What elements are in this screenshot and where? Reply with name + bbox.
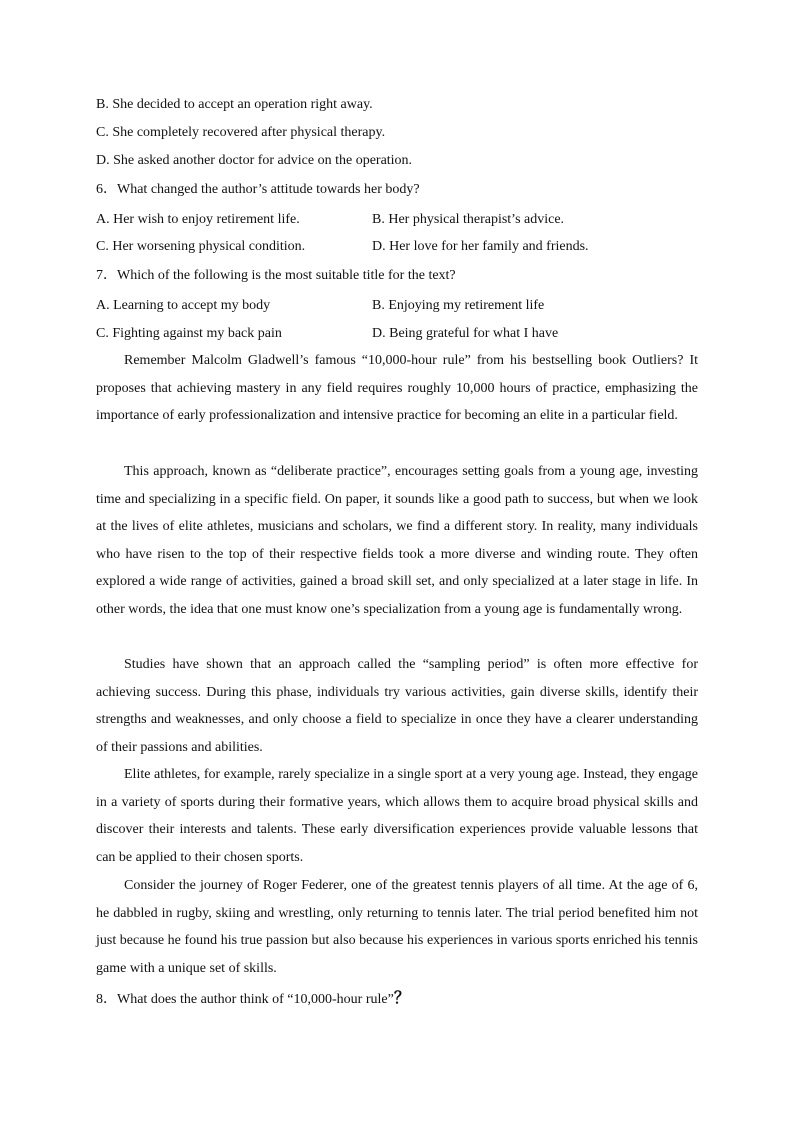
passage-paragraph-2: This approach, known as “deliberate practice”, encourages setting goals from a young age, investing time and specializing in a specific field. On paper, it sounds like a good path to success, but when we look at the lives of elite athletes, musicians and scholars, we find a different story. In reality, many individuals who have risen to the top of their respective fields took a more diverse and winding route. They often explored a wide range of activities, gained a broad skill set, and only specialized at a later stage in life. In other words, the idea that one must know one’s specialization from a young age is fundamentally wrong. — [96, 464, 698, 617]
q8-stem-text: 8．What does the author think of “10,000-hour rule” — [96, 992, 394, 1007]
q7-stem: 7．Which of the following is the most suitable title for the text? — [96, 268, 456, 283]
q6-stem: 6．What changed the author’s attitude towards her body? — [96, 182, 420, 197]
q5-option-d: D. She asked another doctor for advice on the operation. — [96, 153, 413, 168]
q5-option-b: B. She decided to accept an operation right away. — [96, 97, 373, 112]
passage-paragraph-4: Elite athletes, for example, rarely specialize in a single sport at a very young age. Instead, they engage in a variety of sports during their formative years, which allows them to acquire broad physical skills and discover their interests and talents. These early diversification experiences provide valuable lessons that can be applied to their chosen sports. — [96, 767, 698, 865]
q6-option-c: C. Her worsening physical condition. — [96, 239, 306, 254]
q5-option-c: C. She completely recovered after physical therapy. — [96, 125, 386, 140]
q8-question-mark: ？ — [393, 990, 410, 1007]
q7-option-b: B. Enjoying my retirement life — [372, 298, 545, 313]
q6-option-d: D. Her love for her family and friends. — [372, 239, 589, 254]
passage-paragraph-1: Remember Malcolm Gladwell’s famous “10,000-hour rule” from his bestselling book Outliers? It proposes that achieving mastery in any field requires roughly 10,000 hours of practice, emphasizing the importance of early professionalization and intensive practice for becoming an elite in a particular field. — [96, 353, 698, 424]
passage-paragraph-5: Consider the journey of Roger Federer, one of the greatest tennis players of all time. At the age of 6, he dabbled in rugby, skiing and wrestling, only returning to tennis later. The trial period benefited him not just because he found his true passion but also because his experiences in various sports enriched his tennis game with a unique set of skills. — [96, 878, 698, 976]
q7-option-d: D. Being grateful for what I have — [372, 326, 559, 341]
q6-option-b: B. Her physical therapist’s advice. — [372, 212, 565, 227]
q7-option-a: A. Learning to accept my body — [96, 298, 271, 313]
q7-option-c: C. Fighting against my back pain — [96, 326, 282, 341]
passage-paragraph-3: Studies have shown that an approach called the “sampling period” is often more effective for achieving success. During this phase, individuals try various activities, gain diverse skills, identify their strengths and weaknesses, and only choose a field to specialize in once they have a clearer understanding of their passions and abilities. — [96, 657, 698, 755]
q6-option-a: A. Her wish to enjoy retirement life. — [96, 212, 300, 227]
q8-stem — [96, 989, 698, 1010]
